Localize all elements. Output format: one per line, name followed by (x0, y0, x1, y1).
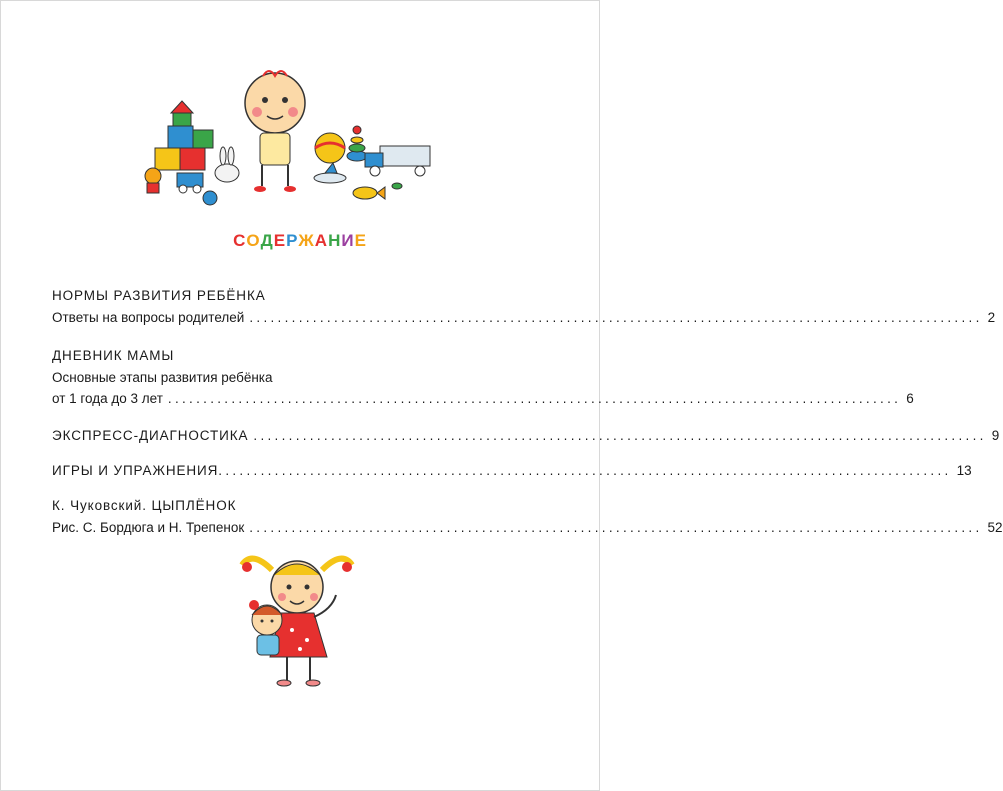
ball-icon (203, 191, 217, 205)
doll-icon (249, 600, 282, 655)
toy-bunny-icon (215, 147, 239, 182)
small-toy-icon (145, 168, 161, 193)
page-number: 2 (987, 310, 996, 325)
title-letter: А (314, 231, 329, 250)
toy-blocks-icon (155, 101, 213, 170)
toc-entry[interactable] (52, 389, 914, 408)
toc-entry-label: от 1 года до 3 лет (52, 391, 163, 406)
page-number: 9 (991, 428, 1000, 443)
toy-plane-icon (314, 163, 346, 183)
toc-heading: К. Чуковский. ЦЫПЛЁНОК (52, 498, 237, 513)
toc-entry[interactable] (52, 308, 996, 327)
page-number: 13 (956, 463, 972, 478)
girl-with-doll-illustration (232, 545, 357, 690)
toc-entry-label: Рис. С. Бордюга и Н. Трепенок (52, 520, 245, 535)
toc-entry-label: Ответы на вопросы родителей (52, 310, 245, 325)
toc-entry[interactable] (52, 426, 1000, 445)
page-number: 6 (906, 391, 914, 406)
dot-leader: ........................................................................................................ (253, 428, 987, 443)
table-of-contents (52, 286, 1003, 537)
stacking-toy-icon (347, 126, 367, 161)
page-title (0, 231, 600, 251)
small-toy-icon (392, 183, 402, 189)
toc-heading: ДНЕВНИК МАМЫ (52, 348, 175, 363)
toc-heading: ЭКСПРЕСС-ДИАГНОСТИКА (52, 428, 249, 443)
title-letter: Ж (298, 231, 315, 250)
toy-fish-icon (353, 187, 385, 199)
title-letter: С (233, 231, 247, 250)
title-letter: Н (328, 231, 342, 250)
page-number: 52 (987, 520, 1003, 535)
toy-car-icon (177, 173, 203, 193)
toc-entry-label: Основные этапы развития ребёнка (52, 370, 273, 385)
dot-leader: ........................................................................................................ (167, 391, 902, 406)
title-letter: И (341, 231, 355, 250)
dot-leader: ........................................................................................................ (249, 520, 983, 535)
toy-truck-icon (365, 146, 430, 176)
title-letter: Д (260, 231, 274, 250)
toc-entry[interactable] (52, 461, 972, 480)
title-letter: О (246, 231, 261, 250)
boy-with-toys-illustration (135, 68, 445, 213)
title-letter: Е (354, 231, 367, 250)
title-letter: Е (273, 231, 287, 250)
beach-ball-icon (315, 133, 345, 163)
dot-leader: ........................................................................................................ (218, 463, 952, 478)
toc-entry[interactable] (52, 518, 1003, 537)
title-letter: Р (286, 231, 299, 250)
toc-heading: НОРМЫ РАЗВИТИЯ РЕБЁНКА (52, 288, 266, 303)
dot-leader: ........................................................................................................ (249, 310, 983, 325)
toc-heading: ИГРЫ И УПРАЖНЕНИЯ (52, 463, 219, 478)
boy-icon (245, 71, 305, 192)
